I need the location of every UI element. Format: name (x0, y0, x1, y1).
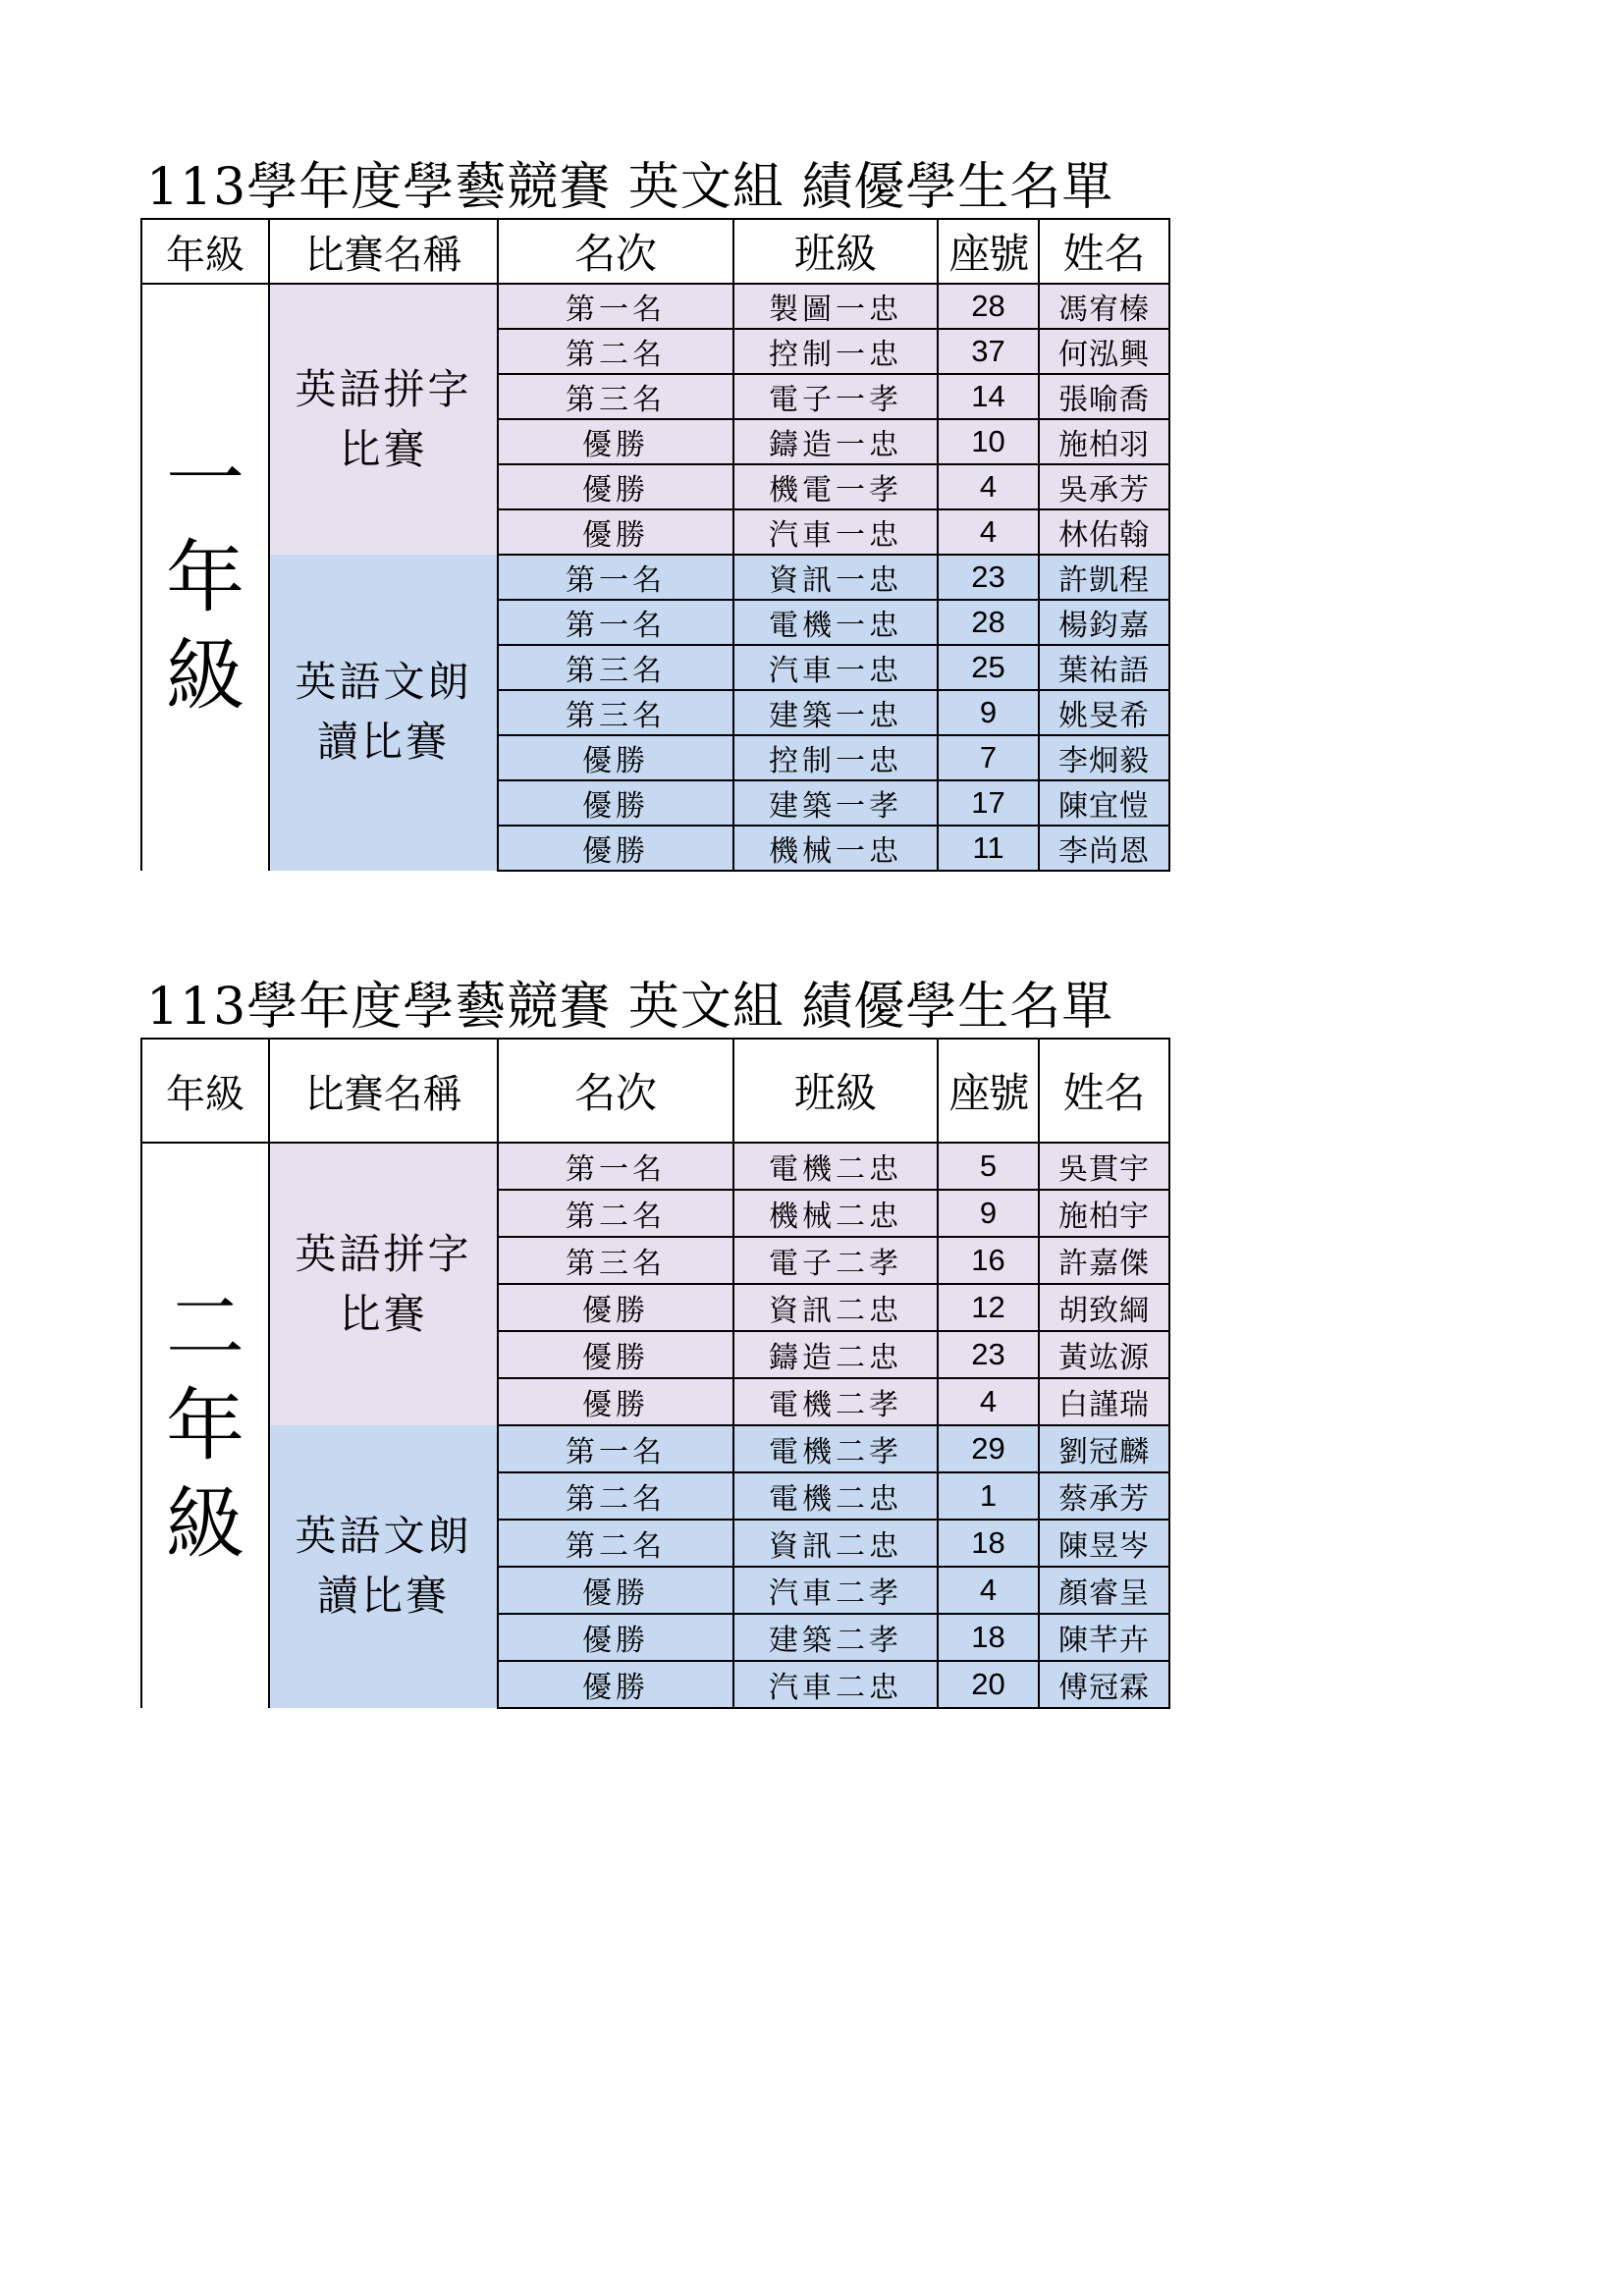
class-cell: 汽車一忠 (733, 645, 938, 690)
grade-char: 年 (166, 531, 244, 623)
header-grade: 年級 (141, 219, 269, 284)
rank-cell: 第二名 (498, 1472, 733, 1520)
name-cell: 陳宜愷 (1039, 780, 1169, 826)
name-cell: 陳芊卉 (1039, 1614, 1169, 1661)
class-cell: 電機二孝 (733, 1378, 938, 1425)
rank-cell: 第一名 (498, 284, 733, 329)
rank-cell: 優勝 (498, 464, 733, 509)
seat-cell: 12 (938, 1284, 1039, 1331)
name-cell: 何泓興 (1039, 329, 1169, 374)
competition-name (269, 284, 498, 555)
class-cell: 機電一孝 (733, 464, 938, 509)
competition-name-line: 比賽 (339, 1289, 428, 1338)
name-cell: 楊鈞嘉 (1039, 600, 1169, 645)
class-cell: 電機二忠 (733, 1143, 938, 1190)
class-cell: 建築一孝 (733, 780, 938, 826)
table-title: 113學年度學藝競賽 英文組 績優學生名單 (146, 978, 1114, 1037)
class-cell: 製圖一忠 (733, 284, 938, 329)
class-cell: 控制一忠 (733, 735, 938, 780)
seat-cell: 14 (938, 374, 1039, 419)
header-row (141, 219, 1169, 284)
seat-cell: 17 (938, 780, 1039, 826)
class-cell: 機械二忠 (733, 1190, 938, 1237)
award-table-grade-1 (140, 157, 1168, 872)
class-cell: 建築二孝 (733, 1614, 938, 1661)
seat-cell: 1 (938, 1472, 1039, 1520)
rank-cell: 優勝 (498, 1378, 733, 1425)
header-rank: 名次 (498, 1039, 733, 1143)
seat-cell: 37 (938, 329, 1039, 374)
name-cell: 劉冠麟 (1039, 1425, 1169, 1472)
rank-cell: 第二名 (498, 1520, 733, 1567)
name-cell: 許嘉傑 (1039, 1237, 1169, 1284)
seat-cell: 23 (938, 555, 1039, 600)
seat-cell: 23 (938, 1331, 1039, 1378)
header-seat: 座號 (938, 1039, 1039, 1143)
name-cell: 姚旻希 (1039, 690, 1169, 735)
class-cell: 鑄造二忠 (733, 1331, 938, 1378)
rank-cell: 優勝 (498, 1661, 733, 1708)
rank-cell: 第三名 (498, 374, 733, 419)
grade-char: 年 (166, 1379, 244, 1471)
rank-cell: 第三名 (498, 1237, 733, 1284)
class-cell: 汽車一忠 (733, 509, 938, 555)
name-cell: 白謹瑞 (1039, 1378, 1169, 1425)
rank-cell: 第三名 (498, 645, 733, 690)
header-name: 姓名 (1039, 219, 1169, 284)
rank-cell: 第一名 (498, 1425, 733, 1472)
class-cell: 汽車二忠 (733, 1661, 938, 1708)
rank-cell: 第二名 (498, 329, 733, 374)
header-competition: 比賽名稱 (269, 219, 498, 284)
header-class: 班級 (733, 1039, 938, 1143)
class-cell: 建築一忠 (733, 690, 938, 735)
header-grade: 年級 (141, 1039, 269, 1143)
seat-cell: 5 (938, 1143, 1039, 1190)
rank-cell: 優勝 (498, 509, 733, 555)
seat-cell: 4 (938, 1567, 1039, 1614)
table-body (141, 284, 1169, 871)
class-cell: 機械一忠 (733, 826, 938, 871)
seat-cell: 4 (938, 509, 1039, 555)
competition-name (269, 555, 498, 871)
table-title: 113學年度學藝競賽 英文組 績優學生名單 (146, 158, 1114, 217)
rank-cell: 第一名 (498, 1143, 733, 1190)
grade-label (141, 1143, 269, 1708)
header-row (141, 1039, 1169, 1143)
seat-cell: 28 (938, 284, 1039, 329)
class-cell: 資訊一忠 (733, 555, 938, 600)
class-cell: 汽車二孝 (733, 1567, 938, 1614)
competition-name-line: 英語文朗 (295, 658, 472, 707)
award-table-grade-2 (140, 977, 1168, 1709)
seat-cell: 18 (938, 1520, 1039, 1567)
name-cell: 李炯毅 (1039, 735, 1169, 780)
class-cell: 控制一忠 (733, 329, 938, 374)
class-cell: 電機二孝 (733, 1425, 938, 1472)
grade-char: 一 (166, 433, 244, 525)
name-cell: 陳昱岑 (1039, 1520, 1169, 1567)
header-class: 班級 (733, 219, 938, 284)
class-cell: 資訊二忠 (733, 1284, 938, 1331)
competition-name-line: 比賽 (339, 424, 428, 473)
grade-label (141, 284, 269, 871)
name-cell: 施柏宇 (1039, 1190, 1169, 1237)
competition-name (269, 1143, 498, 1425)
awards-table (140, 1038, 1170, 1709)
name-cell: 葉祐語 (1039, 645, 1169, 690)
name-cell: 胡致綱 (1039, 1284, 1169, 1331)
rank-cell: 第三名 (498, 690, 733, 735)
grade-char: 二 (166, 1281, 244, 1373)
seat-cell: 4 (938, 464, 1039, 509)
name-cell: 顏睿呈 (1039, 1567, 1169, 1614)
rank-cell: 第一名 (498, 600, 733, 645)
table-row (141, 1425, 1169, 1472)
rank-cell: 優勝 (498, 419, 733, 464)
class-cell: 電子一孝 (733, 374, 938, 419)
header-rank: 名次 (498, 219, 733, 284)
name-cell: 馮宥榛 (1039, 284, 1169, 329)
competition-name-line: 讀比賽 (316, 1572, 450, 1620)
seat-cell: 29 (938, 1425, 1039, 1472)
rank-cell: 優勝 (498, 826, 733, 871)
class-cell: 資訊二忠 (733, 1520, 938, 1567)
class-cell: 電機二忠 (733, 1472, 938, 1520)
name-cell: 蔡承芳 (1039, 1472, 1169, 1520)
header-competition: 比賽名稱 (269, 1039, 498, 1143)
seat-cell: 20 (938, 1661, 1039, 1708)
seat-cell: 18 (938, 1614, 1039, 1661)
table-body (141, 1143, 1169, 1708)
seat-cell: 9 (938, 690, 1039, 735)
seat-cell: 4 (938, 1378, 1039, 1425)
class-cell: 電機一忠 (733, 600, 938, 645)
name-cell: 吳承芳 (1039, 464, 1169, 509)
seat-cell: 7 (938, 735, 1039, 780)
competition-name (269, 1425, 498, 1708)
table-row (141, 1143, 1169, 1190)
seat-cell: 25 (938, 645, 1039, 690)
name-cell: 李尚恩 (1039, 826, 1169, 871)
name-cell: 吳貫宇 (1039, 1143, 1169, 1190)
rank-cell: 優勝 (498, 1331, 733, 1378)
grade-char: 級 (166, 629, 244, 721)
seat-cell: 9 (938, 1190, 1039, 1237)
name-cell: 黃竑源 (1039, 1331, 1169, 1378)
competition-name-line: 英語拼字 (295, 364, 472, 413)
table-row (141, 284, 1169, 329)
name-cell: 張喻喬 (1039, 374, 1169, 419)
competition-name-line: 英語文朗 (295, 1512, 472, 1561)
competition-name-line: 英語拼字 (295, 1229, 472, 1278)
rank-cell: 優勝 (498, 735, 733, 780)
header-seat: 座號 (938, 219, 1039, 284)
header-name: 姓名 (1039, 1039, 1169, 1143)
table-row (141, 555, 1169, 600)
seat-cell: 28 (938, 600, 1039, 645)
rank-cell: 優勝 (498, 1567, 733, 1614)
name-cell: 林佑翰 (1039, 509, 1169, 555)
rank-cell: 第二名 (498, 1190, 733, 1237)
class-cell: 鑄造一忠 (733, 419, 938, 464)
rank-cell: 優勝 (498, 1284, 733, 1331)
seat-cell: 16 (938, 1237, 1039, 1284)
seat-cell: 10 (938, 419, 1039, 464)
rank-cell: 第一名 (498, 555, 733, 600)
name-cell: 施柏羽 (1039, 419, 1169, 464)
class-cell: 電子二孝 (733, 1237, 938, 1284)
grade-char: 級 (166, 1477, 244, 1570)
seat-cell: 11 (938, 826, 1039, 871)
awards-table (140, 218, 1170, 872)
rank-cell: 優勝 (498, 1614, 733, 1661)
rank-cell: 優勝 (498, 780, 733, 826)
name-cell: 傅冠霖 (1039, 1661, 1169, 1708)
competition-name-line: 讀比賽 (316, 718, 450, 766)
name-cell: 許凱程 (1039, 555, 1169, 600)
